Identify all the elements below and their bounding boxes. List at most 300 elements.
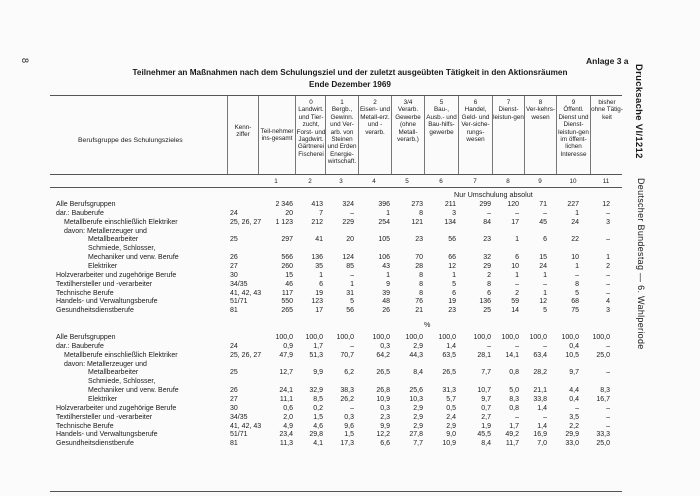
row-value: 33,8: [533, 395, 547, 403]
header-kennziffer: Kenn-ziffer: [234, 124, 252, 139]
row-label: Metallberufe einschließlich Elektriker: [64, 218, 178, 226]
row-value: 64,2: [376, 351, 390, 359]
header-col-num: 3/4: [403, 99, 413, 106]
row-label: Textilhersteller und -verarbeiter: [56, 280, 153, 288]
row-label: dar.: Bauberufe: [56, 342, 104, 350]
header-col: [425, 99, 458, 136]
row-value: 211: [444, 201, 456, 208]
row-kennziffer: 41, 42, 43: [230, 422, 262, 430]
anlage-label: Anlage 3 a: [586, 56, 629, 66]
row-value: 14,1: [505, 351, 519, 359]
row-value: 1,4: [537, 422, 547, 430]
row-value: 20: [285, 209, 293, 217]
row-value: 56: [448, 236, 456, 244]
table-row: [0, 281, 640, 290]
header-col-text: Bau-, Ausb.- und Bau-hilfs-gewerbe: [426, 106, 457, 136]
row-value: –: [350, 404, 354, 412]
header-col: [459, 99, 492, 143]
row-value: 15: [539, 254, 547, 262]
drucksache-margin: Drucksache VI/1212: [633, 64, 644, 159]
row-value: 76: [415, 298, 423, 306]
row-value: 106: [378, 254, 390, 262]
header-col-num: 8: [538, 99, 543, 106]
row-value: 6,2: [344, 369, 354, 377]
table-title: Teilnehmer an Maßnahmen nach dem Schulungsziel und der zuletzt ausgeübten Tätigkeit in den Aktionsräumen: [132, 68, 568, 77]
header-col-text: Landwirt. und Tier-zucht, Forst- und Jagdwirt. Gärtnerei Fischerei: [296, 106, 326, 158]
row-value: 3: [452, 209, 456, 217]
row-value: 254: [378, 218, 390, 226]
table-row: [0, 387, 640, 396]
row-value: 6: [319, 280, 323, 288]
row-value: 2,9: [413, 413, 423, 421]
header-col-num: 6: [473, 99, 478, 106]
row-value: 27,8: [409, 431, 423, 439]
row-value: 32: [483, 254, 491, 262]
row-value: 49,2: [505, 431, 519, 439]
row-value: 8,3: [509, 395, 519, 403]
row-value: 2,9: [413, 404, 423, 412]
row-value: 100,0: [438, 334, 456, 341]
row-value: 1,4: [446, 342, 456, 350]
row-value: 120: [507, 201, 519, 208]
row-label: Metallbearbeiter: [88, 236, 139, 244]
row-value: 2,4: [446, 413, 456, 421]
row-label: Holzverarbeiter und zugehörige Berufe: [56, 404, 177, 412]
header-col: [359, 99, 391, 136]
row-value: 1: [575, 262, 579, 270]
row-value: 12,7: [279, 369, 293, 377]
row-value: 8,4: [481, 440, 491, 448]
row-label: Mechaniker und verw. Berufe: [88, 387, 179, 395]
row-kennziffer: 81: [230, 307, 238, 315]
table-row: [0, 298, 640, 307]
row-value: 1: [543, 271, 547, 279]
row-value: 63,4: [533, 351, 547, 359]
row-value: 1 123: [275, 218, 293, 226]
row-value: 0,2: [313, 404, 323, 412]
section-percent-label: %: [424, 320, 431, 329]
row-value: –: [606, 422, 610, 430]
row-value: 3: [606, 307, 610, 315]
table-row: [0, 369, 640, 378]
row-value: –: [350, 271, 354, 279]
row-value: 9,9: [380, 422, 390, 430]
row-value: 5: [452, 280, 456, 288]
row-value: –: [515, 342, 519, 350]
row-value: 134: [444, 218, 456, 226]
row-value: 5: [350, 298, 354, 306]
row-value: 229: [342, 218, 354, 226]
table-row: [0, 307, 640, 316]
row-label: Technische Berufe: [56, 289, 114, 297]
header-col: [591, 99, 623, 121]
row-value: 15: [285, 271, 293, 279]
row-value: 63,5: [442, 351, 456, 359]
row-value: –: [350, 342, 354, 350]
row-label: davon: Metallerzeuger und: [64, 227, 147, 235]
row-value: –: [606, 342, 610, 350]
row-value: 23: [448, 307, 456, 315]
row-value: 11,3: [279, 440, 293, 448]
header-top-rule: [50, 95, 622, 96]
row-value: 68: [571, 298, 579, 306]
row-value: 1,5: [344, 431, 354, 439]
row-value: 1: [543, 289, 547, 297]
row-value: 4,6: [313, 422, 323, 430]
row-value: 0,4: [569, 342, 579, 350]
row-value: 26,5: [376, 369, 390, 377]
row-value: 7,0: [537, 440, 547, 448]
page-number: 8: [20, 58, 30, 64]
row-value: 4,9: [283, 422, 293, 430]
row-value: 117: [281, 289, 293, 297]
column-number: 10: [569, 178, 577, 185]
column-number: 4: [372, 178, 376, 185]
row-value: 5: [543, 307, 547, 315]
row-value: 21: [415, 307, 423, 315]
table-row: [0, 334, 640, 343]
row-value: 32,9: [309, 387, 323, 395]
row-value: 6,6: [380, 440, 390, 448]
table-row: [0, 378, 640, 387]
row-value: 24: [571, 218, 579, 226]
row-value: 25,6: [409, 387, 423, 395]
row-value: 22: [571, 236, 579, 244]
row-value: 8: [419, 289, 423, 297]
row-label: Holzverarbeiter und zugehörige Berufe: [56, 271, 177, 279]
row-value: 6: [452, 289, 456, 297]
row-value: 100,0: [561, 334, 579, 341]
row-value: 1: [606, 254, 610, 262]
row-value: 1,9: [481, 422, 491, 430]
row-value: 9,7: [481, 395, 491, 403]
row-value: 26,8: [376, 387, 390, 395]
row-value: 9,9: [313, 369, 323, 377]
row-value: –: [543, 413, 547, 421]
row-value: –: [575, 271, 579, 279]
row-value: 25,0: [596, 351, 610, 359]
row-value: –: [575, 404, 579, 412]
row-value: 1,7: [313, 342, 323, 350]
row-label: Alle Berufsgruppen: [56, 201, 116, 208]
row-value: 2: [487, 271, 491, 279]
row-value: 227: [567, 201, 579, 208]
row-value: 7,7: [413, 440, 423, 448]
row-value: 70: [415, 254, 423, 262]
row-kennziffer: 24: [230, 209, 238, 217]
row-value: 31: [346, 289, 354, 297]
header-col-text: Bergb., Gewinn. und Ver-arb. von Steinen und Erden Energie-wirtschaft.: [327, 106, 357, 166]
column-number: 11: [602, 178, 610, 185]
row-value: 4,1: [313, 440, 323, 448]
row-value: –: [543, 280, 547, 288]
bundestag-margin: Deutscher Bundestag — 6. Wahlperiode: [636, 178, 646, 350]
row-value: 100,0: [405, 334, 423, 341]
row-value: 8,3: [600, 387, 610, 395]
row-value: 396: [378, 201, 390, 208]
row-value: 29: [483, 262, 491, 270]
row-value: 566: [281, 254, 293, 262]
header-col-num: 1: [340, 99, 344, 106]
row-value: 8: [575, 280, 579, 288]
row-value: 8: [487, 280, 491, 288]
row-value: 5: [575, 289, 579, 297]
table-row: [0, 440, 640, 449]
row-kennziffer: 34/35: [230, 280, 248, 288]
row-label: Technische Berufe: [56, 422, 114, 430]
row-value: –: [606, 289, 610, 297]
row-kennziffer: 25, 26, 27: [230, 351, 262, 359]
row-label: Gesundheitsdienstberufe: [56, 307, 134, 315]
row-label: Handels- und Verwaltungsberufe: [56, 298, 158, 306]
row-value: 28,2: [533, 369, 547, 377]
row-value: –: [606, 369, 610, 377]
row-value: 9,7: [569, 369, 579, 377]
row-kennziffer: 24: [230, 342, 238, 350]
row-kennziffer: 30: [230, 271, 238, 279]
column-number: 1: [274, 178, 278, 185]
row-kennziffer: 34/35: [230, 413, 248, 421]
row-value: 0,4: [569, 395, 579, 403]
row-value: 8,4: [413, 369, 423, 377]
row-value: 100,0: [592, 334, 610, 341]
row-value: 0,5: [446, 404, 456, 412]
row-value: 1: [515, 271, 519, 279]
table-row: [0, 254, 640, 263]
row-value: 0,8: [509, 369, 519, 377]
row-value: 105: [378, 236, 390, 244]
row-value: 28,1: [477, 351, 491, 359]
header-col-num: 7: [506, 99, 511, 106]
row-value: 2,9: [446, 422, 456, 430]
row-value: 33,0: [565, 440, 579, 448]
table-row: [0, 423, 640, 432]
row-value: 39: [382, 289, 390, 297]
row-value: 2,9: [413, 422, 423, 430]
row-value: 47,9: [279, 351, 293, 359]
column-number: 5: [405, 178, 409, 185]
row-value: 21,1: [533, 387, 547, 395]
row-value: 0,6: [283, 404, 293, 412]
row-kennziffer: 26: [230, 387, 238, 395]
row-value: 1,5: [313, 413, 323, 421]
row-value: 19: [315, 289, 323, 297]
header-teilnehmer: Teil-nehmer ins-gesamt: [260, 128, 294, 143]
row-value: 7: [319, 209, 323, 217]
row-value: 26: [382, 307, 390, 315]
table-subtitle: Ende Dezember 1969: [309, 80, 391, 89]
row-value: 100,0: [275, 334, 293, 341]
table-row: [0, 210, 640, 219]
row-value: 84: [483, 218, 491, 226]
header-col-text: bisher ohne Tätig-keit: [591, 99, 623, 121]
row-value: –: [606, 271, 610, 279]
row-value: 35: [315, 262, 323, 270]
row-value: 19: [448, 298, 456, 306]
header-col-num: 5: [439, 99, 444, 106]
row-value: 4,4: [569, 387, 579, 395]
column-number: 3: [339, 178, 343, 185]
row-kennziffer: 30: [230, 404, 238, 412]
row-value: 12: [602, 201, 610, 208]
row-kennziffer: 51/71: [230, 298, 248, 306]
header-col: [296, 99, 326, 158]
row-value: 9: [386, 280, 390, 288]
row-value: 0,9: [283, 342, 293, 350]
row-value: 136: [311, 254, 323, 262]
row-value: 10: [571, 254, 579, 262]
table-row: [0, 361, 640, 370]
row-value: 100,0: [372, 334, 390, 341]
table-row: [0, 405, 640, 414]
row-label: Metallbearbeiter: [88, 369, 139, 377]
table-row: [0, 343, 640, 352]
row-label: Textilhersteller und -verarbeiter: [56, 413, 153, 421]
row-value: 6: [515, 254, 519, 262]
row-value: 100,0: [305, 334, 323, 341]
row-value: 10: [511, 262, 519, 270]
row-value: 0,3: [344, 413, 354, 421]
row-value: 265: [281, 307, 293, 315]
colnum-bottom-rule: [50, 187, 622, 188]
header-col-text: Öffentl. Dienst und Dienst-leistun-gen im öffent-lichen Interesse: [558, 106, 589, 158]
header-col-num: 9: [571, 99, 576, 106]
row-kennziffer: 25: [230, 369, 238, 377]
row-value: 10,9: [442, 440, 456, 448]
row-value: 66: [448, 254, 456, 262]
row-value: 2,9: [413, 342, 423, 350]
row-value: 75: [571, 307, 579, 315]
row-value: –: [606, 413, 610, 421]
row-value: 12,2: [376, 431, 390, 439]
row-value: 550: [281, 298, 293, 306]
row-value: 71: [539, 201, 547, 208]
row-label: Elektriker: [88, 262, 118, 270]
row-value: 100,0: [501, 334, 519, 341]
header-col-num: 0: [309, 99, 313, 106]
row-kennziffer: 25: [230, 236, 238, 244]
row-value: 6: [487, 289, 491, 297]
row-value: 1: [350, 280, 354, 288]
table-row: [0, 219, 640, 228]
row-value: –: [487, 209, 491, 217]
row-value: 123: [311, 298, 323, 306]
row-value: –: [350, 209, 354, 217]
row-value: 85: [346, 262, 354, 270]
row-value: 2,0: [283, 413, 293, 421]
row-value: 0,8: [509, 404, 519, 412]
row-value: 1: [386, 271, 390, 279]
row-value: –: [543, 209, 547, 217]
row-label: Handels- und Verwaltungsberufe: [56, 431, 158, 439]
row-value: 24: [539, 262, 547, 270]
row-value: 9,6: [344, 422, 354, 430]
table-row: [0, 272, 640, 281]
header-col: [557, 99, 590, 158]
row-value: 4: [606, 298, 610, 306]
row-value: 25,0: [596, 440, 610, 448]
row-value: 43: [382, 262, 390, 270]
row-label: Alle Berufsgruppen: [56, 334, 116, 341]
row-value: 124: [342, 254, 354, 262]
row-value: 20: [346, 236, 354, 244]
row-value: –: [606, 236, 610, 244]
row-value: 8: [419, 280, 423, 288]
header-col-text: Ver-kehrs-wesen: [525, 106, 556, 121]
row-value: 23: [415, 236, 423, 244]
row-value: 38,3: [340, 387, 354, 395]
row-value: 9,0: [446, 431, 456, 439]
row-value: 23,4: [279, 431, 293, 439]
row-value: 14: [511, 307, 519, 315]
row-value: 100,0: [473, 334, 491, 341]
column-number: 9: [538, 178, 542, 185]
row-label: Elektriker: [88, 395, 118, 403]
table-row: [0, 431, 640, 440]
row-value: 8,5: [313, 395, 323, 403]
row-value: 100,0: [336, 334, 354, 341]
row-value: 8: [419, 271, 423, 279]
row-value: 10,3: [409, 395, 423, 403]
row-value: 10,7: [477, 387, 491, 395]
row-value: 56: [346, 307, 354, 315]
row-value: 3: [606, 218, 610, 226]
row-value: –: [543, 342, 547, 350]
row-value: 260: [281, 262, 293, 270]
header-col: [392, 99, 424, 143]
row-value: 3,5: [569, 413, 579, 421]
row-label: Schmiede, Schlosser,: [88, 378, 156, 386]
row-value: 0,3: [380, 342, 390, 350]
row-value: 17: [511, 218, 519, 226]
row-value: 1: [452, 271, 456, 279]
header-col: [326, 99, 358, 166]
row-value: 2: [515, 289, 519, 297]
row-value: 45,5: [477, 431, 491, 439]
row-value: 5,7: [446, 395, 456, 403]
row-value: 41: [315, 236, 323, 244]
row-value: 136: [479, 298, 491, 306]
column-number: 7: [473, 178, 477, 185]
table-row: [0, 236, 640, 245]
row-value: 2,2: [569, 422, 579, 430]
row-value: 33,3: [596, 431, 610, 439]
row-value: 5,0: [509, 387, 519, 395]
row-value: –: [487, 342, 491, 350]
row-value: 299: [479, 201, 491, 208]
row-value: 1: [515, 236, 519, 244]
table-row: [0, 245, 640, 254]
row-value: –: [606, 280, 610, 288]
row-value: 212: [311, 218, 323, 226]
header-bottom-rule: [50, 174, 622, 175]
row-label: Gesundheitsdienstberufe: [56, 440, 134, 448]
row-kennziffer: 51/71: [230, 431, 248, 439]
row-value: 28: [415, 262, 423, 270]
table-row: [0, 228, 640, 237]
row-value: 10,9: [376, 395, 390, 403]
row-label: Mechaniker und verw. Berufe: [88, 254, 179, 262]
row-value: –: [515, 280, 519, 288]
row-value: 48: [382, 298, 390, 306]
section-absolute-label: Nur Umschulung absolut: [454, 190, 533, 199]
table-row: [0, 352, 640, 361]
row-value: 324: [342, 201, 354, 208]
row-value: 7,7: [481, 369, 491, 377]
row-value: 29,9: [565, 431, 579, 439]
row-value: 11,1: [279, 395, 293, 403]
header-col: [493, 99, 524, 121]
